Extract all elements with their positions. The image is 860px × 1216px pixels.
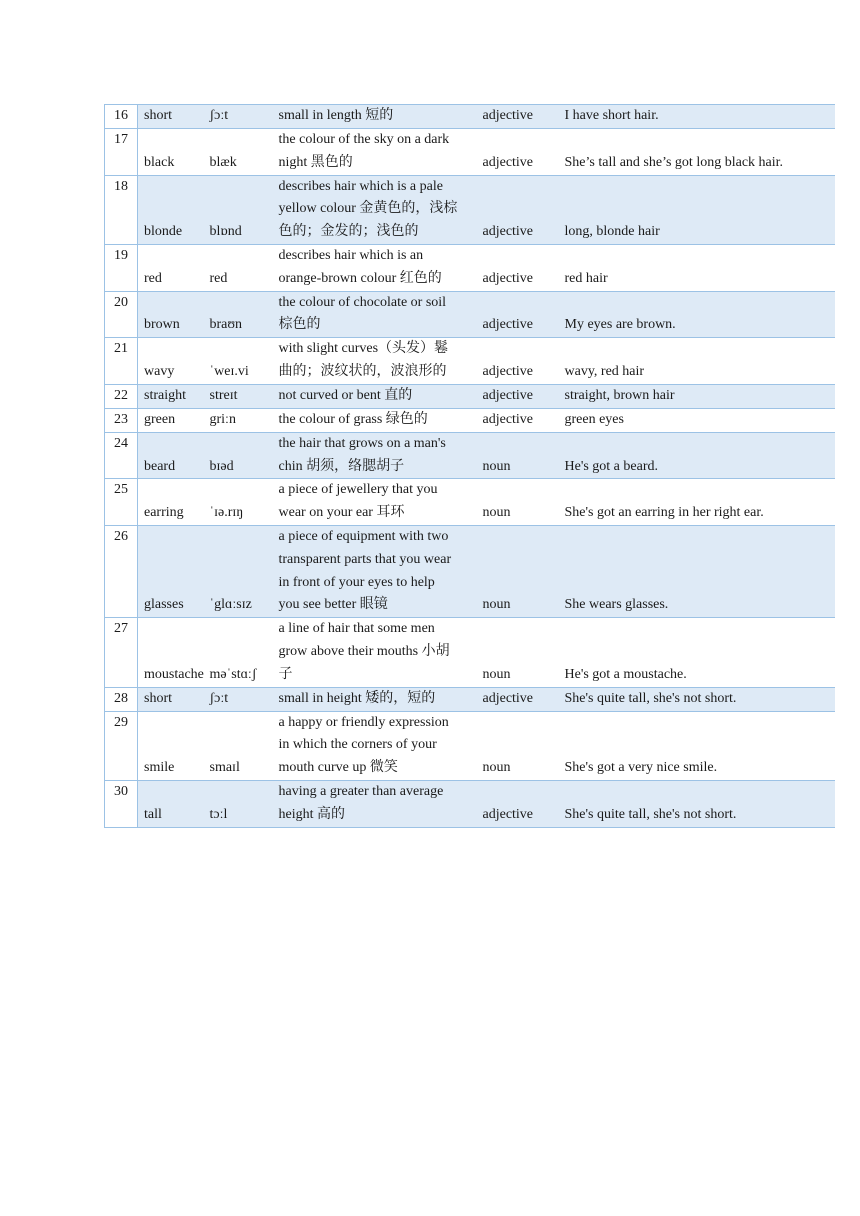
example-cell: She's got a very nice smile. [559, 711, 835, 780]
text-line: smile [144, 760, 175, 776]
text-line: black [144, 154, 175, 170]
example-cell: I have short hair. [559, 105, 835, 129]
text-line: short [144, 108, 172, 124]
part-of-speech-cell: noun [477, 479, 559, 526]
vocabulary-table-body [105, 105, 835, 828]
row-number-cell: 29 [105, 711, 138, 780]
part-of-speech-cell: adjective [477, 338, 559, 385]
word-cell [138, 525, 204, 617]
example-cell: red hair [559, 244, 835, 291]
word-cell [138, 244, 204, 291]
pronunciation-cell: tɔːl [204, 780, 273, 827]
word-cell [138, 291, 204, 338]
pronunciation-cell: məˈstɑːʃ [204, 618, 273, 687]
example-cell: green eyes [559, 408, 835, 432]
definition-cell [273, 408, 477, 432]
table-row [105, 711, 835, 780]
example-cell: He's got a beard. [559, 432, 835, 479]
definition-cell [273, 479, 477, 526]
text-line: 色的；金发的；浅色的 [278, 224, 419, 240]
row-number-cell: 19 [105, 244, 138, 291]
text-line: describes hair which is an [278, 247, 424, 263]
definition-cell [273, 687, 477, 711]
text-line: having a greater than average [278, 783, 444, 799]
table-row [105, 105, 835, 129]
part-of-speech-cell: adjective [477, 105, 559, 129]
part-of-speech-cell: adjective [477, 175, 559, 244]
text-line: in front of your eyes to help [278, 574, 435, 590]
word-cell [138, 338, 204, 385]
part-of-speech-cell: noun [477, 711, 559, 780]
example-cell: She’s tall and she’s got long black hair. [559, 129, 835, 176]
row-number-cell: 25 [105, 479, 138, 526]
text-line: beard [144, 458, 176, 474]
row-number-cell: 26 [105, 525, 138, 617]
word-cell [138, 711, 204, 780]
text-line: grow above their mouths 小胡 [278, 643, 450, 659]
text-line: glasses [144, 597, 184, 613]
text-line: tall [144, 806, 162, 822]
text-line: 曲的；波纹状的，波浪形的 [278, 363, 447, 379]
pronunciation-cell: blɒnd [204, 175, 273, 244]
text-line: night 黑色的 [278, 154, 353, 170]
definition-cell [273, 244, 477, 291]
pronunciation-cell: blæk [204, 129, 273, 176]
text-line: mouth curve up 微笑 [278, 760, 398, 776]
text-line: earring [144, 505, 184, 521]
part-of-speech-cell: adjective [477, 129, 559, 176]
text-line: yellow colour 金黄色的，浅棕 [278, 201, 458, 217]
text-line: brown [144, 317, 180, 333]
row-number-cell: 18 [105, 175, 138, 244]
text-line: mousta [144, 666, 185, 682]
table-row [105, 338, 835, 385]
pronunciation-cell: ʃɔːt [204, 105, 273, 129]
word-cell [138, 687, 204, 711]
definition-cell [273, 525, 477, 617]
pronunciation-cell: red [204, 244, 273, 291]
part-of-speech-cell: adjective [477, 687, 559, 711]
pronunciation-cell: streɪt [204, 384, 273, 408]
pronunciation-cell: smaɪl [204, 711, 273, 780]
text-line: 棕色的 [278, 317, 321, 333]
table-row [105, 384, 835, 408]
text-line: in which the corners of your [278, 737, 437, 753]
text-line: with slight curves（头发）鬈 [278, 341, 449, 357]
pronunciation-cell: ˈweɪ.vi [204, 338, 273, 385]
definition-cell [273, 618, 477, 687]
definition-cell [273, 175, 477, 244]
word-cell [138, 618, 204, 687]
text-line: describes hair which is a pale [278, 178, 443, 194]
text-line: blonde [144, 224, 183, 240]
table-row [105, 479, 835, 526]
table-row [105, 687, 835, 711]
definition-cell [273, 780, 477, 827]
text-line: green [144, 411, 176, 427]
row-number-cell: 27 [105, 618, 138, 687]
text-line: straight [144, 387, 186, 403]
table-row [105, 291, 835, 338]
row-number-cell: 28 [105, 687, 138, 711]
row-number-cell: 23 [105, 408, 138, 432]
definition-cell [273, 291, 477, 338]
row-number-cell: 17 [105, 129, 138, 176]
row-number-cell: 22 [105, 384, 138, 408]
example-cell: wavy, red hair [559, 338, 835, 385]
text-line: height 高的 [278, 806, 345, 822]
row-number-cell: 24 [105, 432, 138, 479]
word-cell [138, 175, 204, 244]
table-row [105, 618, 835, 687]
text-line: orange-brown colour 红色的 [278, 270, 442, 286]
part-of-speech-cell: noun [477, 618, 559, 687]
part-of-speech-cell: noun [477, 525, 559, 617]
part-of-speech-cell: noun [477, 432, 559, 479]
text-line: the colour of grass 绿色的 [278, 411, 428, 427]
pronunciation-cell: ˈɪə.rɪŋ [204, 479, 273, 526]
table-row [105, 175, 835, 244]
text-line: not curved or bent 直的 [278, 387, 413, 403]
text-line: the colour of chocolate or soil [278, 294, 447, 310]
definition-cell [273, 129, 477, 176]
vocabulary-table [104, 104, 835, 828]
example-cell: straight, brown hair [559, 384, 835, 408]
row-number-cell: 16 [105, 105, 138, 129]
pronunciation-cell: braʊn [204, 291, 273, 338]
word-cell [138, 384, 204, 408]
pronunciation-cell: bɪəd [204, 432, 273, 479]
example-cell: She wears glasses. [559, 525, 835, 617]
text-line: red [144, 270, 162, 286]
example-cell: She's got an earring in her right ear. [559, 479, 835, 526]
example-cell: She's quite tall, she's not short. [559, 780, 835, 827]
table-row [105, 432, 835, 479]
row-number-cell: 20 [105, 291, 138, 338]
table-row [105, 129, 835, 176]
pronunciation-cell: griːn [204, 408, 273, 432]
part-of-speech-cell: adjective [477, 244, 559, 291]
text-line: a happy or friendly expression [278, 714, 449, 730]
word-cell [138, 432, 204, 479]
definition-cell [273, 711, 477, 780]
text-line: 子 [278, 666, 293, 682]
text-line: chin 胡须，络腮胡子 [278, 458, 405, 474]
word-cell [138, 105, 204, 129]
definition-cell [273, 384, 477, 408]
word-cell [138, 408, 204, 432]
text-line: a piece of jewellery that you [278, 482, 438, 498]
example-cell: long, blonde hair [559, 175, 835, 244]
word-cell [138, 479, 204, 526]
pronunciation-cell: ˈglɑːsɪz [204, 525, 273, 617]
row-number-cell: 21 [105, 338, 138, 385]
part-of-speech-cell: adjective [477, 384, 559, 408]
word-cell [138, 780, 204, 827]
text-line: a line of hair that some men [278, 621, 435, 637]
definition-cell [273, 338, 477, 385]
text-line: wavy [144, 363, 175, 379]
part-of-speech-cell: adjective [477, 408, 559, 432]
text-line: che [184, 666, 204, 682]
example-cell: She's quite tall, she's not short. [559, 687, 835, 711]
example-cell: He's got a moustache. [559, 618, 835, 687]
part-of-speech-cell: adjective [477, 780, 559, 827]
text-line: the hair that grows on a man's [278, 435, 446, 451]
text-line: small in height 矮的，短的 [278, 690, 436, 706]
part-of-speech-cell: adjective [477, 291, 559, 338]
word-cell [138, 129, 204, 176]
text-line: you see better 眼镜 [278, 597, 388, 613]
text-line: short [144, 690, 172, 706]
definition-cell [273, 432, 477, 479]
row-number-cell: 30 [105, 780, 138, 827]
text-line: a piece of equipment with two [278, 528, 449, 544]
text-line: small in length 短的 [278, 108, 394, 124]
table-row [105, 525, 835, 617]
definition-cell [273, 105, 477, 129]
example-cell: My eyes are brown. [559, 291, 835, 338]
table-row [105, 780, 835, 827]
text-line: the colour of the sky on a dark [278, 132, 450, 147]
table-row [105, 244, 835, 291]
text-line: wear on your ear 耳环 [278, 505, 405, 521]
pronunciation-cell: ʃɔːt [204, 687, 273, 711]
table-row [105, 408, 835, 432]
text-line: transparent parts that you wear [278, 551, 452, 567]
